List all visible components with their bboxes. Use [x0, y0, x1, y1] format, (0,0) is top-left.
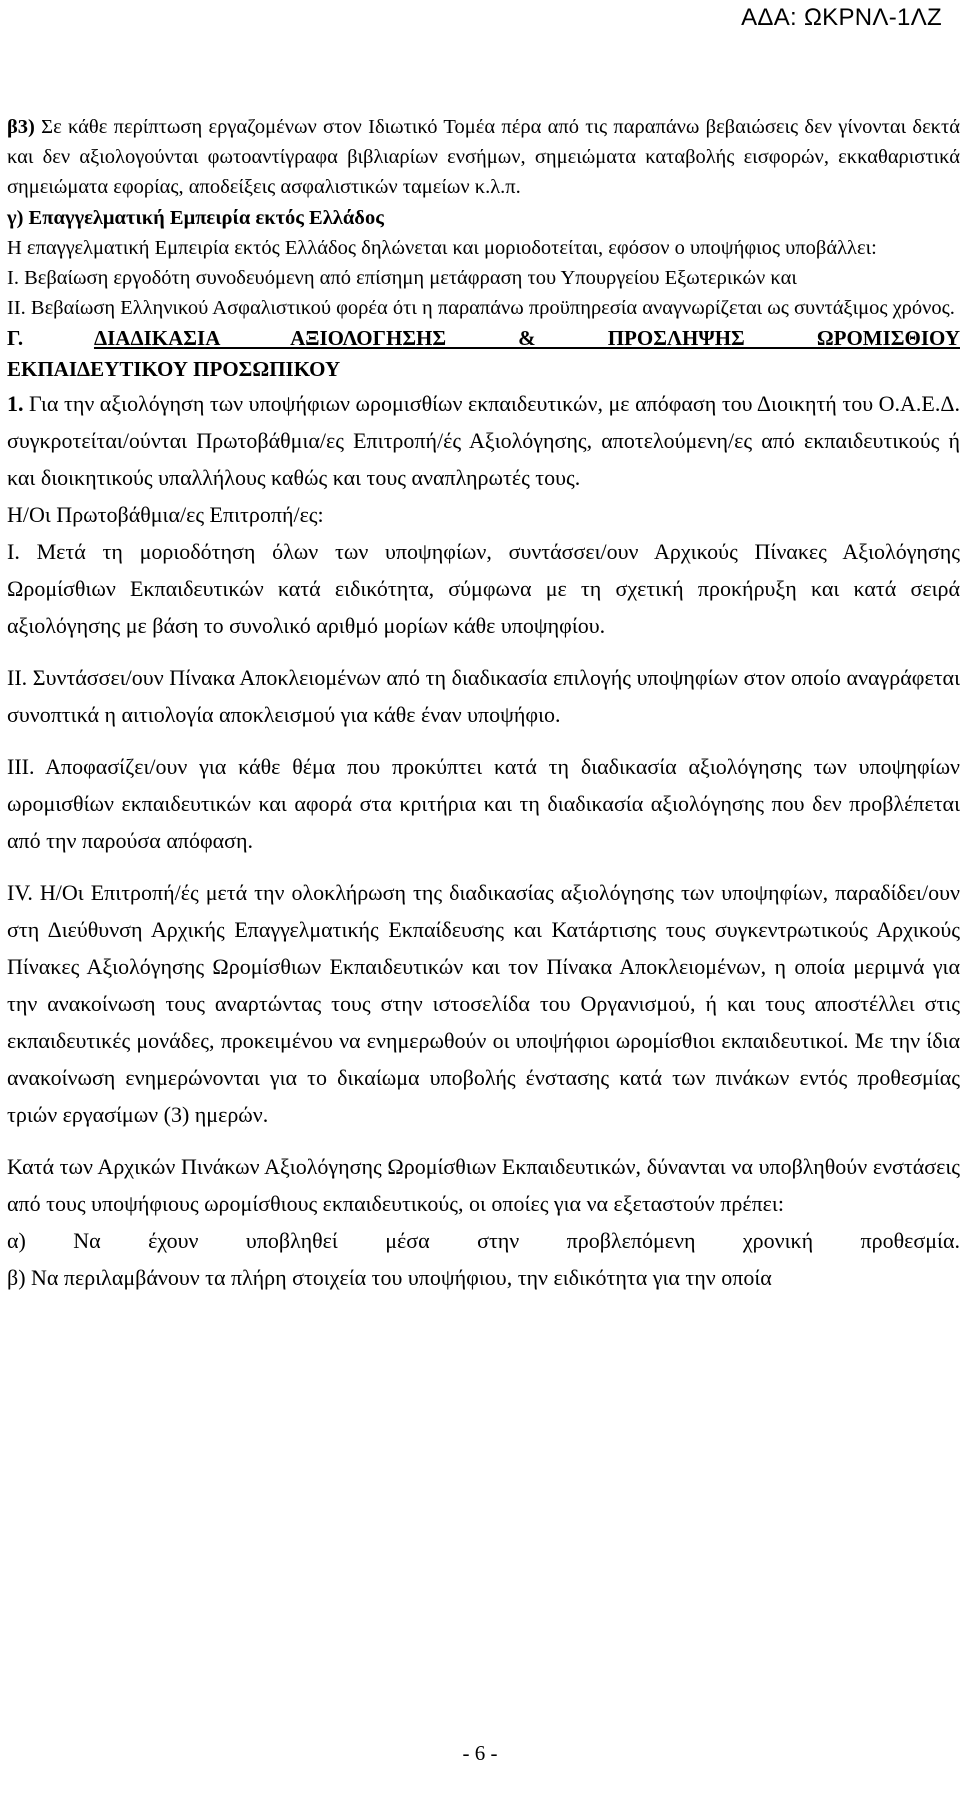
- section-g-prefix: Γ.: [7, 326, 94, 351]
- paragraph-b3: [7, 112, 960, 203]
- gamma-heading: γ) Επαγγελματική Εμπειρία εκτός Ελλάδος: [7, 206, 384, 229]
- paragraph-1: [7, 385, 960, 496]
- roman-item-4: ΙV. Η/Οι Επιτροπή/ές μετά την ολοκλήρωση της διαδικασίας αξιολόγησης των υποψηφίων, παραδίδει/ουν στη Διεύθυνση Αρχικής Επαγγελματικής Εκπαίδευσης και Κατάρτισης τους συγκεντρωτικούς Αρχικούς Πίνακες Αξιολόγησης Ωρομίσθιων Εκπαιδευτικών και τον Πίνακα Αποκλειομένων, η οποία μεριμνά για την ανακοίνωση τους αναρτώντας τους στην ιστοσελίδα του Οργανισμού, ή και τους αποστέλλει στις εκπαιδευτικές μονάδες, προκειμένου να ενημερωθούν οι υποψήφιοι ωρομίσθιοι εκπαιδευτικοί. Με την ίδια ανακοίνωση ενημερώνονται για το δικαίωμα υποβολής ένστασης κατά των πινάκων εντός προθεσμίας τριών εργασίμων (3) ημερών.: [7, 880, 960, 1128]
- gamma-item-1: Ι. Βεβαίωση εργοδότη συνοδευόμενη από επίσημη μετάφραση του Υπουργείου Εξωτερικών και: [7, 267, 797, 290]
- section-g-title-2: ΕΚΠΑΙΔΕΥΤΙΚΟΥ ΠΡΟΣΩΠΙΚΟΥ: [7, 357, 341, 382]
- objection-a: α) Να έχουν υποβληθεί μέσα στην προβλεπόμενη χρονική προθεσμία.: [7, 1228, 960, 1254]
- roman-item-1: Ι. Μετά τη μοριοδότηση όλων των υποψηφίων, συντάσσει/ουν Αρχικούς Πίνακες Αξιολόγησης Ωρομίσθιων Εκπαιδευτικών κατά ειδικότητα, σύμφωνα με τη σχετική προκήρυξη και κατά σειρά αξιολόγησης με βάση το συνολικό αριθμό μορίων κάθε υποψηφίου.: [7, 539, 960, 639]
- section-g-title-1: ΔΙΑΔΙΚΑΣΙΑ ΑΞΙΟΛΟΓΗΣΗΣ & ΠΡΟΣΛΗΨΗΣ ΩΡΟΜΙΣΘΙΟΥ: [93, 326, 960, 351]
- gamma-item-2: ΙΙ. Βεβαίωση Ελληνικού Ασφαλιστικού φορέα ότι η παραπάνω προϋπηρεσία αναγνωρίζεται ως συντάξιμος χρόνος.: [7, 297, 955, 320]
- gamma-intro: Η επαγγελματική Εμπειρία εκτός Ελλάδος δηλώνεται και μοριοδοτείται, εφόσον ο υποψήφιος υποβάλλει:: [7, 236, 877, 259]
- page-number: - 6 -: [462, 1741, 498, 1765]
- objections-intro: Κατά των Αρχικών Πινάκων Αξιολόγησης Ωρομίσθιων Εκπαιδευτικών, δύνανται να υποβληθούν ενστάσεις από τους υποψήφιους ωρομίσθιους εκπαιδευτικούς, οι οποίες για να εξεταστούν πρέπει:: [7, 1154, 960, 1217]
- roman-item-3: ΙΙΙ. Αποφασίζει/ουν για κάθε θέμα που προκύπτει κατά τη διαδικασία αξιολόγησης των υποψηφίων ωρομισθίων εκπαιδευτικών και αφορά στα κριτήρια και τη διαδικασία αξιολόγησης που δεν προβλέπεται από την παρούσα απόφαση.: [7, 754, 960, 854]
- objection-b: β) Να περιλαμβάνουν τα πλήρη στοιχεία του υποψήφιου, την ειδικότητα για την οποία: [7, 1265, 772, 1291]
- b3-label: β3): [7, 116, 35, 138]
- committee-intro: Η/Οι Πρωτοβάθμια/ες Επιτροπή/ες:: [7, 502, 324, 528]
- roman-item-2: ΙΙ. Συντάσσει/ουν Πίνακα Αποκλειομένων από τη διαδικασία επιλογής υποψηφίων στον οποίο αναγράφεται συνοπτικά η αιτιολογία αποκλεισμού για κάθε έναν υποψήφιο.: [7, 665, 960, 728]
- section-g-heading-line1: [7, 323, 960, 354]
- document-body: [7, 112, 960, 1296]
- paragraph-1-num: 1.: [7, 391, 24, 417]
- ada-code: ΑΔΑ: ΩΚΡΝΛ-1ΛΖ: [741, 4, 942, 31]
- paragraph-1-text: Για την αξιολόγηση των υποψήφιων ωρομισθίων εκπαιδευτικών, με απόφαση του Διοικητή του Ο.Α.Ε.Δ. συγκροτείται/ούνται Πρωτοβάθμια/ες Επιτροπή/ές Αξιολόγησης, αποτελούμενη/ες από εκπαιδευτικούς ή και διοικητικούς υπαλλήλους καθώς και τους αναπληρωτές τους.: [7, 391, 960, 491]
- b3-text: Σε κάθε περίπτωση εργαζομένων στον Ιδιωτικό Τομέα πέρα από τις παραπάνω βεβαιώσεις δεν γίνονται δεκτά και δεν αξιολογούνται φωτοαντίγραφα βιβλιαρίων ενσήμων, σημειώματα καταβολής εισφορών, εκκαθαριστικά σημειώματα εφορίας, αποδείξεις ασφαλιστικών ταμείων κ.λ.π.: [7, 116, 960, 199]
- section-g-heading-line2: [7, 354, 960, 385]
